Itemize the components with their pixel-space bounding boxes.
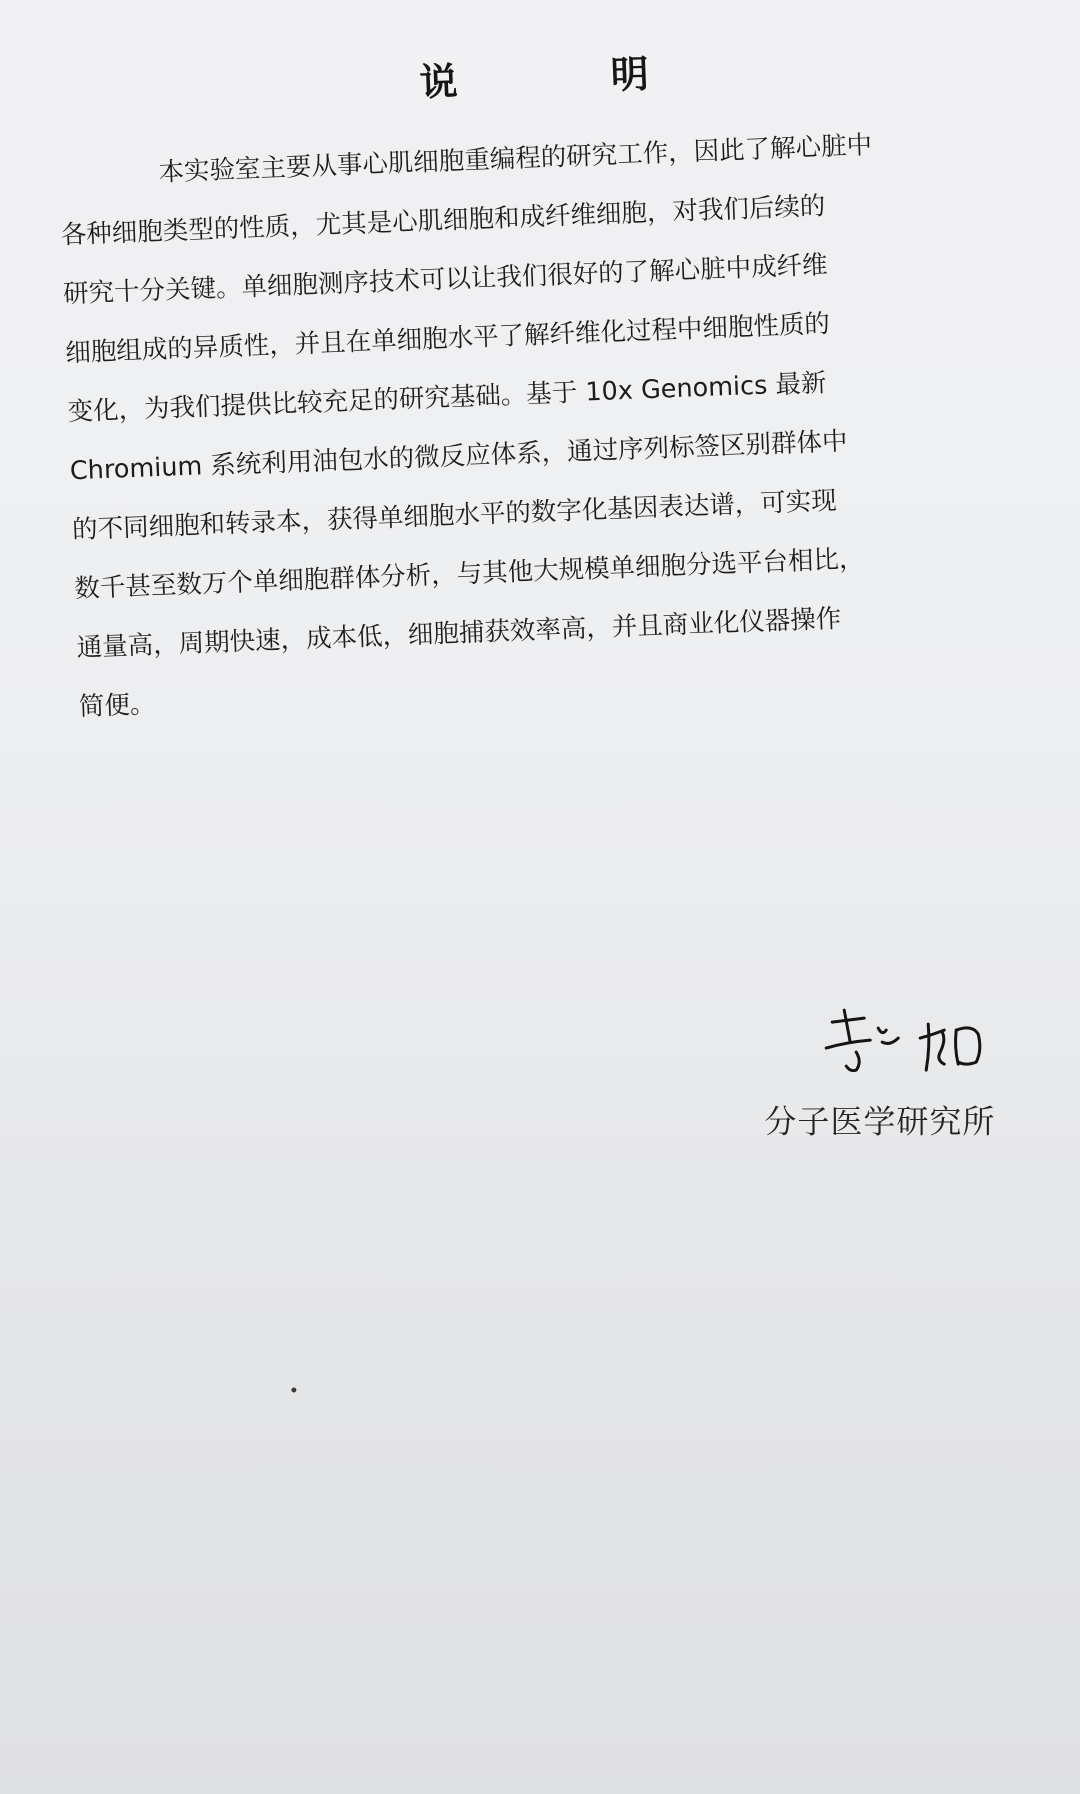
body-line-5: 变化，为我们提供比较充足的研究基础。基于 10x Genomics 最新 — [67, 368, 828, 428]
document-title: 说 明 — [418, 48, 720, 105]
body-line-6: Chromium 系统利用油包水的微反应体系，通过序列标签区别群体中 — [69, 426, 848, 487]
body-line-4: 细胞组成的异质性，并且在单细胞水平了解纤维化过程中细胞性质的 — [64, 309, 831, 369]
institute-name: 分子医学研究所 — [764, 1102, 996, 1141]
body-line-2: 各种细胞类型的性质，尤其是心肌细胞和成纤维细胞，对我们后续的 — [60, 191, 826, 251]
document-body — [58, 112, 1020, 738]
body-line-9: 通量高，周期快速，成本低，细胞捕获效率高，并且商业化仪器操作 — [76, 603, 842, 664]
body-line-8: 数千甚至数万个单细胞群体分析，与其他大规模单细胞分选平台相比， — [73, 543, 865, 605]
handwritten-signature — [816, 990, 1026, 1080]
body-line-1: 本实验室主要从事心肌细胞重编程的研究工作，因此了解心脏中 — [157, 130, 873, 188]
body-line-3: 研究十分关键。单细胞测序技术可以让我们很好的了解心脏中成纤维 — [62, 250, 829, 310]
body-line-10: 简便。 — [78, 689, 157, 723]
body-line-7: 的不同细胞和转录本，获得单细胞水平的数字化基因表达谱，可实现 — [71, 485, 838, 546]
paper-speck — [291, 1387, 296, 1392]
